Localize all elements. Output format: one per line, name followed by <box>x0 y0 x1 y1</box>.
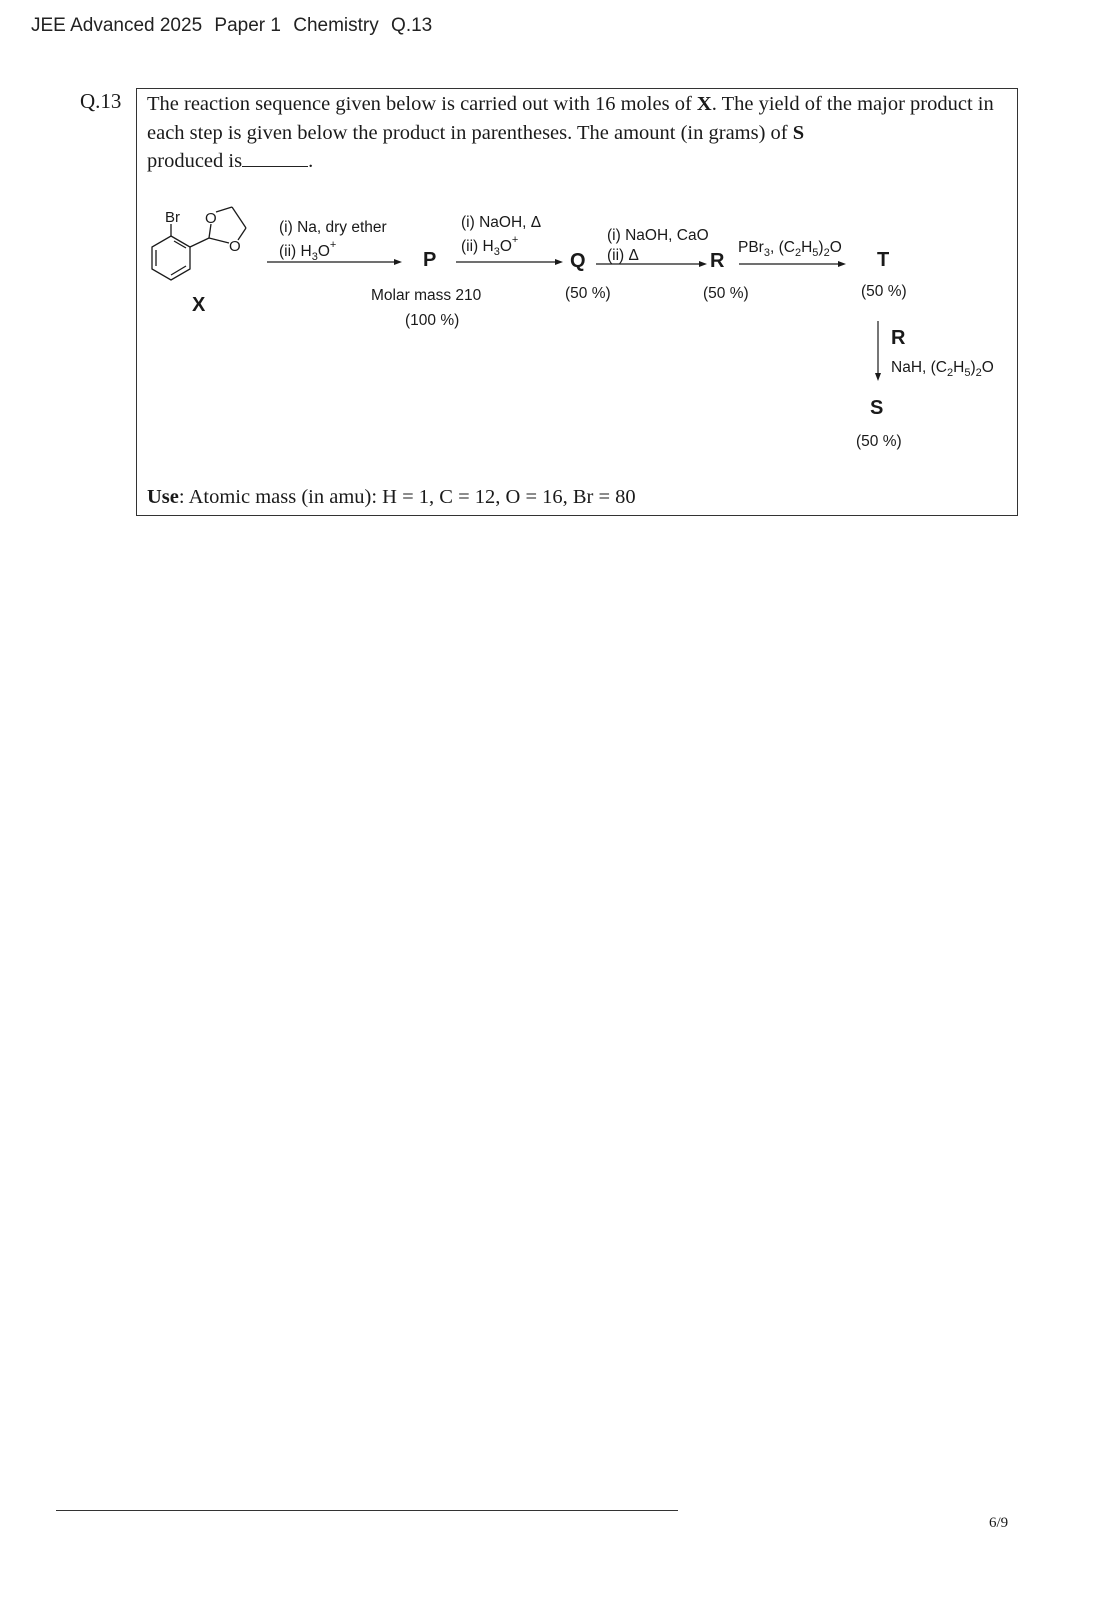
q-yield: (50 %) <box>565 285 611 302</box>
question-number: Q.13 <box>80 89 122 113</box>
product-p: P <box>423 249 437 271</box>
footer-divider <box>56 1510 678 1511</box>
step3-reagent1: (i) NaOH, CaO <box>607 227 709 244</box>
use-label: Use <box>147 486 179 508</box>
reaction-scheme <box>0 0 1119 600</box>
question-text-end: . <box>308 150 314 172</box>
step4-arrow <box>739 261 846 267</box>
question-text-part2: . The yield of the major product in each step is given below the product in parentheses. The amount (in grams) of <box>147 93 994 144</box>
step4-reagent: PBr$_3$, $(C_2H_5)_2O$ <box>738 239 842 259</box>
start-o2-label: O <box>229 238 241 255</box>
step5-arrow <box>875 321 881 381</box>
page-number: 6/9 <box>989 1515 1009 1531</box>
question-s-label: S <box>792 121 805 144</box>
header-exam: JEE Advanced 2025 <box>31 15 203 36</box>
header-paper: Paper 1 <box>214 15 281 36</box>
step2-reagent2: (ii) $H_3O^+$ <box>461 234 519 258</box>
question-x-label: X <box>696 93 712 115</box>
step5-reagent-r: R <box>891 327 906 349</box>
product-q: Q <box>570 250 586 272</box>
product-r: R <box>710 250 725 272</box>
header-subject: Chemistry <box>293 15 379 36</box>
t-yield: (50 %) <box>861 283 907 300</box>
step2-reagent1: (i) NaOH, Δ <box>461 214 542 231</box>
step3-reagent2: (ii) Δ <box>607 247 639 264</box>
s-yield: (50 %) <box>856 433 902 450</box>
step1-reagent1: (i) Na, dry ether <box>279 219 387 236</box>
r-yield: (50 %) <box>703 285 749 302</box>
header-question-ref: Q.13 <box>391 15 433 36</box>
start-x-label: X <box>192 294 206 316</box>
product-t: T <box>877 249 890 271</box>
step5-reagent: NaH, $(C_2H_5)_2O$ <box>891 359 994 379</box>
p-molar-mass: Molar mass 210 <box>371 287 482 304</box>
step1-reagent2: (ii) $H_3O^+$ <box>279 239 337 263</box>
step2-arrow <box>456 259 563 265</box>
start-br-label: Br <box>165 209 180 226</box>
use-line <box>147 486 636 509</box>
question-text-part1: The reaction sequence given below is carried out with 16 moles of <box>147 93 697 115</box>
question-text-part3: produced is <box>147 150 243 172</box>
use-text: : Atomic mass (in amu): H = 1, C = 12, O = 16, Br = 80 <box>178 486 636 508</box>
product-s: S <box>870 397 884 419</box>
start-o1-label: O <box>205 210 217 227</box>
p-yield: (100 %) <box>405 312 460 329</box>
